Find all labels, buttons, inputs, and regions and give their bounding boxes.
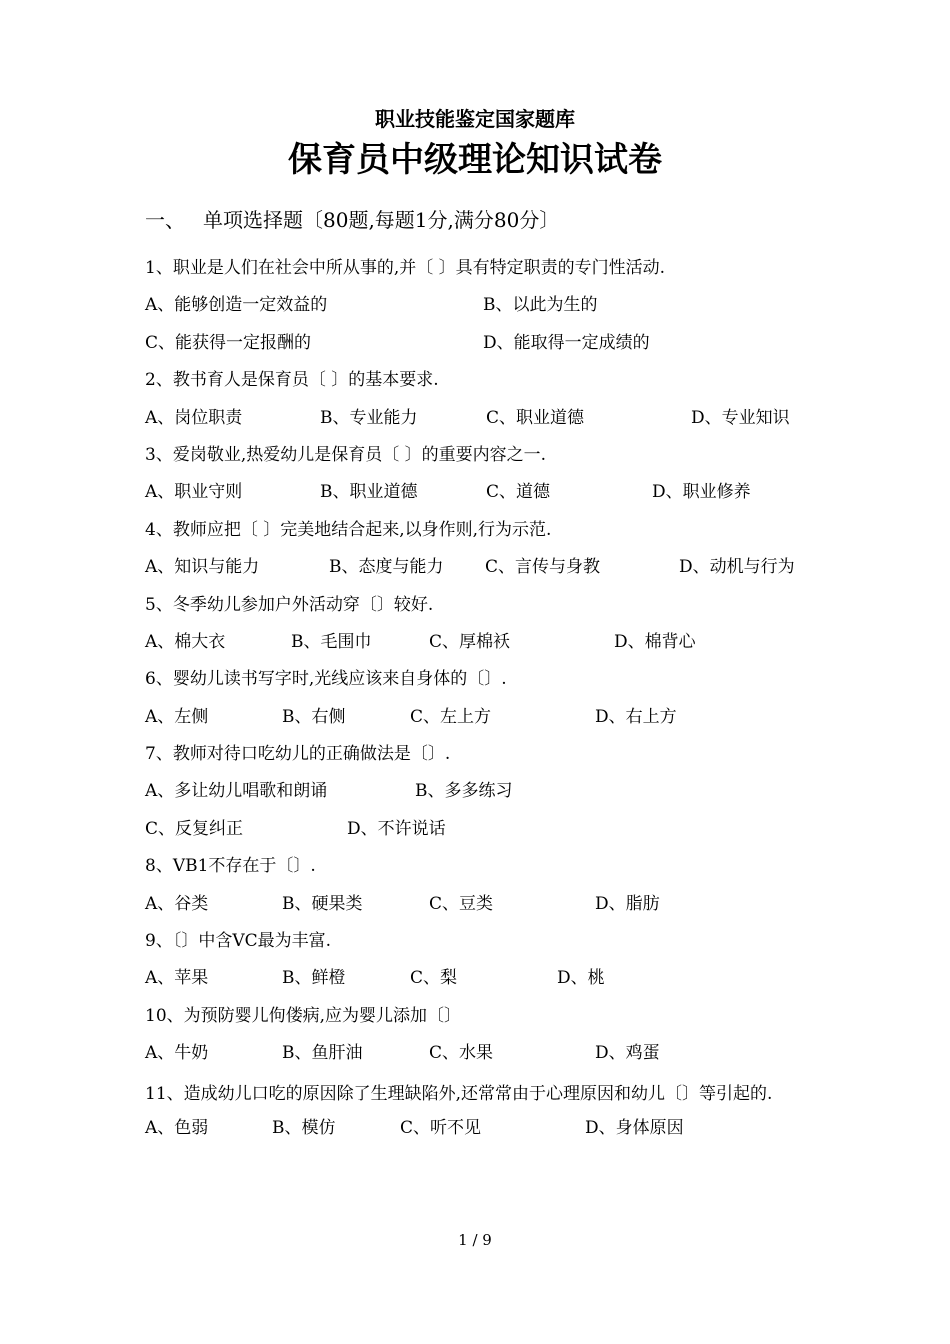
option-d: D、脂肪 — [595, 893, 660, 914]
option-d: D、右上方 — [595, 706, 677, 727]
option-d: D、能取得一定成绩的 — [483, 332, 650, 353]
question-text: 9、〔〕中含VC最为丰富. — [145, 931, 332, 952]
option-row — [145, 889, 810, 926]
question-text: 7、教师对待口吃幼儿的正确做法是〔〕. — [145, 744, 451, 765]
option-c: C、道德 — [486, 482, 551, 503]
option-row — [145, 702, 810, 739]
option-d: D、身体原因 — [585, 1118, 684, 1138]
option-a: A、能够创造一定效益的 — [145, 295, 328, 316]
option-c: C、能获得一定报酬的 — [145, 332, 312, 353]
option-row — [145, 477, 810, 514]
option-row — [145, 403, 810, 440]
question-text: 8、VB1不存在于〔〕. — [145, 856, 316, 877]
option-b: B、硬果类 — [282, 893, 363, 914]
option-d: D、棉背心 — [614, 631, 696, 652]
option-b: B、右侧 — [282, 706, 346, 727]
page-subtitle: 职业技能鉴定国家题库 — [375, 107, 575, 131]
option-c: C、梨 — [410, 968, 458, 989]
option-c: C、厚棉袄 — [429, 631, 511, 652]
option-row — [145, 552, 810, 589]
question-text: 1、职业是人们在社会中所从事的,并〔 〕具有特定职责的专门性活动. — [145, 258, 666, 278]
option-c: C、左上方 — [410, 706, 492, 727]
section-text: 单项选择题〔80题,每题1分,满分80分〕 — [203, 208, 560, 232]
question-list — [145, 253, 810, 1150]
option-row — [145, 290, 810, 327]
option-a: A、色弱 — [145, 1118, 209, 1138]
option-c: C、职业道德 — [486, 407, 585, 428]
page-number: 1 / 9 — [458, 1231, 492, 1249]
option-d: D、鸡蛋 — [595, 1043, 660, 1064]
option-a: A、岗位职责 — [145, 407, 243, 428]
option-b: B、鱼肝油 — [282, 1043, 363, 1064]
option-b: B、毛围巾 — [291, 631, 372, 652]
option-row — [145, 776, 810, 813]
option-row — [145, 814, 810, 851]
option-a: A、牛奶 — [145, 1043, 209, 1064]
option-c: C、豆类 — [429, 893, 494, 914]
option-d: D、桃 — [557, 968, 605, 989]
question-text: 2、教书育人是保育员〔 〕的基本要求. — [145, 370, 439, 391]
option-c: C、言传与身教 — [485, 557, 601, 578]
question-text: 3、爱岗敬业,热爱幼儿是保育员〔 〕的重要内容之一. — [145, 444, 547, 465]
option-b: B、鲜橙 — [282, 968, 346, 989]
question-text: 10、为预防婴儿佝偻病,应为婴儿添加〔〕 — [145, 1005, 462, 1026]
option-row — [145, 328, 810, 365]
question-text: 4、教师应把〔 〕完美地结合起来,以身作则,行为示范. — [145, 519, 552, 540]
option-c: C、听不见 — [400, 1118, 482, 1138]
option-row — [145, 963, 810, 1000]
option-a: A、知识与能力 — [145, 557, 260, 578]
question-text: 6、婴幼儿读书写字时,光线应该来自身体的〔〕. — [145, 669, 507, 690]
option-row — [145, 1113, 810, 1150]
option-a: A、职业守则 — [145, 482, 243, 503]
option-a: A、棉大衣 — [145, 631, 226, 652]
option-d: D、专业知识 — [691, 407, 790, 428]
option-a: A、苹果 — [145, 968, 209, 989]
section-number: 一、 — [145, 208, 185, 232]
option-b: B、专业能力 — [320, 407, 418, 428]
option-b: B、以此为生的 — [483, 295, 598, 316]
option-row — [145, 1038, 810, 1075]
option-b: B、模仿 — [272, 1118, 336, 1138]
option-a: A、左侧 — [145, 706, 209, 727]
option-b: B、职业道德 — [320, 482, 418, 503]
option-d: D、职业修养 — [652, 482, 751, 503]
option-c: C、水果 — [429, 1043, 494, 1064]
option-a: A、多让幼儿唱歌和朗诵 — [145, 781, 328, 802]
option-c: C、反复纠正 — [145, 818, 244, 839]
option-d: D、动机与行为 — [679, 557, 795, 578]
page-title: 保育员中级理论知识试卷 — [288, 140, 662, 180]
question-text: 11、造成幼儿口吃的原因除了生理缺陷外,还常常由于心理原因和幼儿〔〕等引起的. — [145, 1083, 773, 1104]
option-a: A、谷类 — [145, 893, 209, 914]
question-text: 5、冬季幼儿参加户外活动穿〔〕较好. — [145, 594, 434, 615]
option-row — [145, 627, 810, 664]
option-b: B、态度与能力 — [329, 557, 444, 578]
option-d: D、不许说话 — [347, 818, 446, 839]
section-heading — [145, 205, 559, 235]
option-b: B、多多练习 — [415, 781, 513, 802]
